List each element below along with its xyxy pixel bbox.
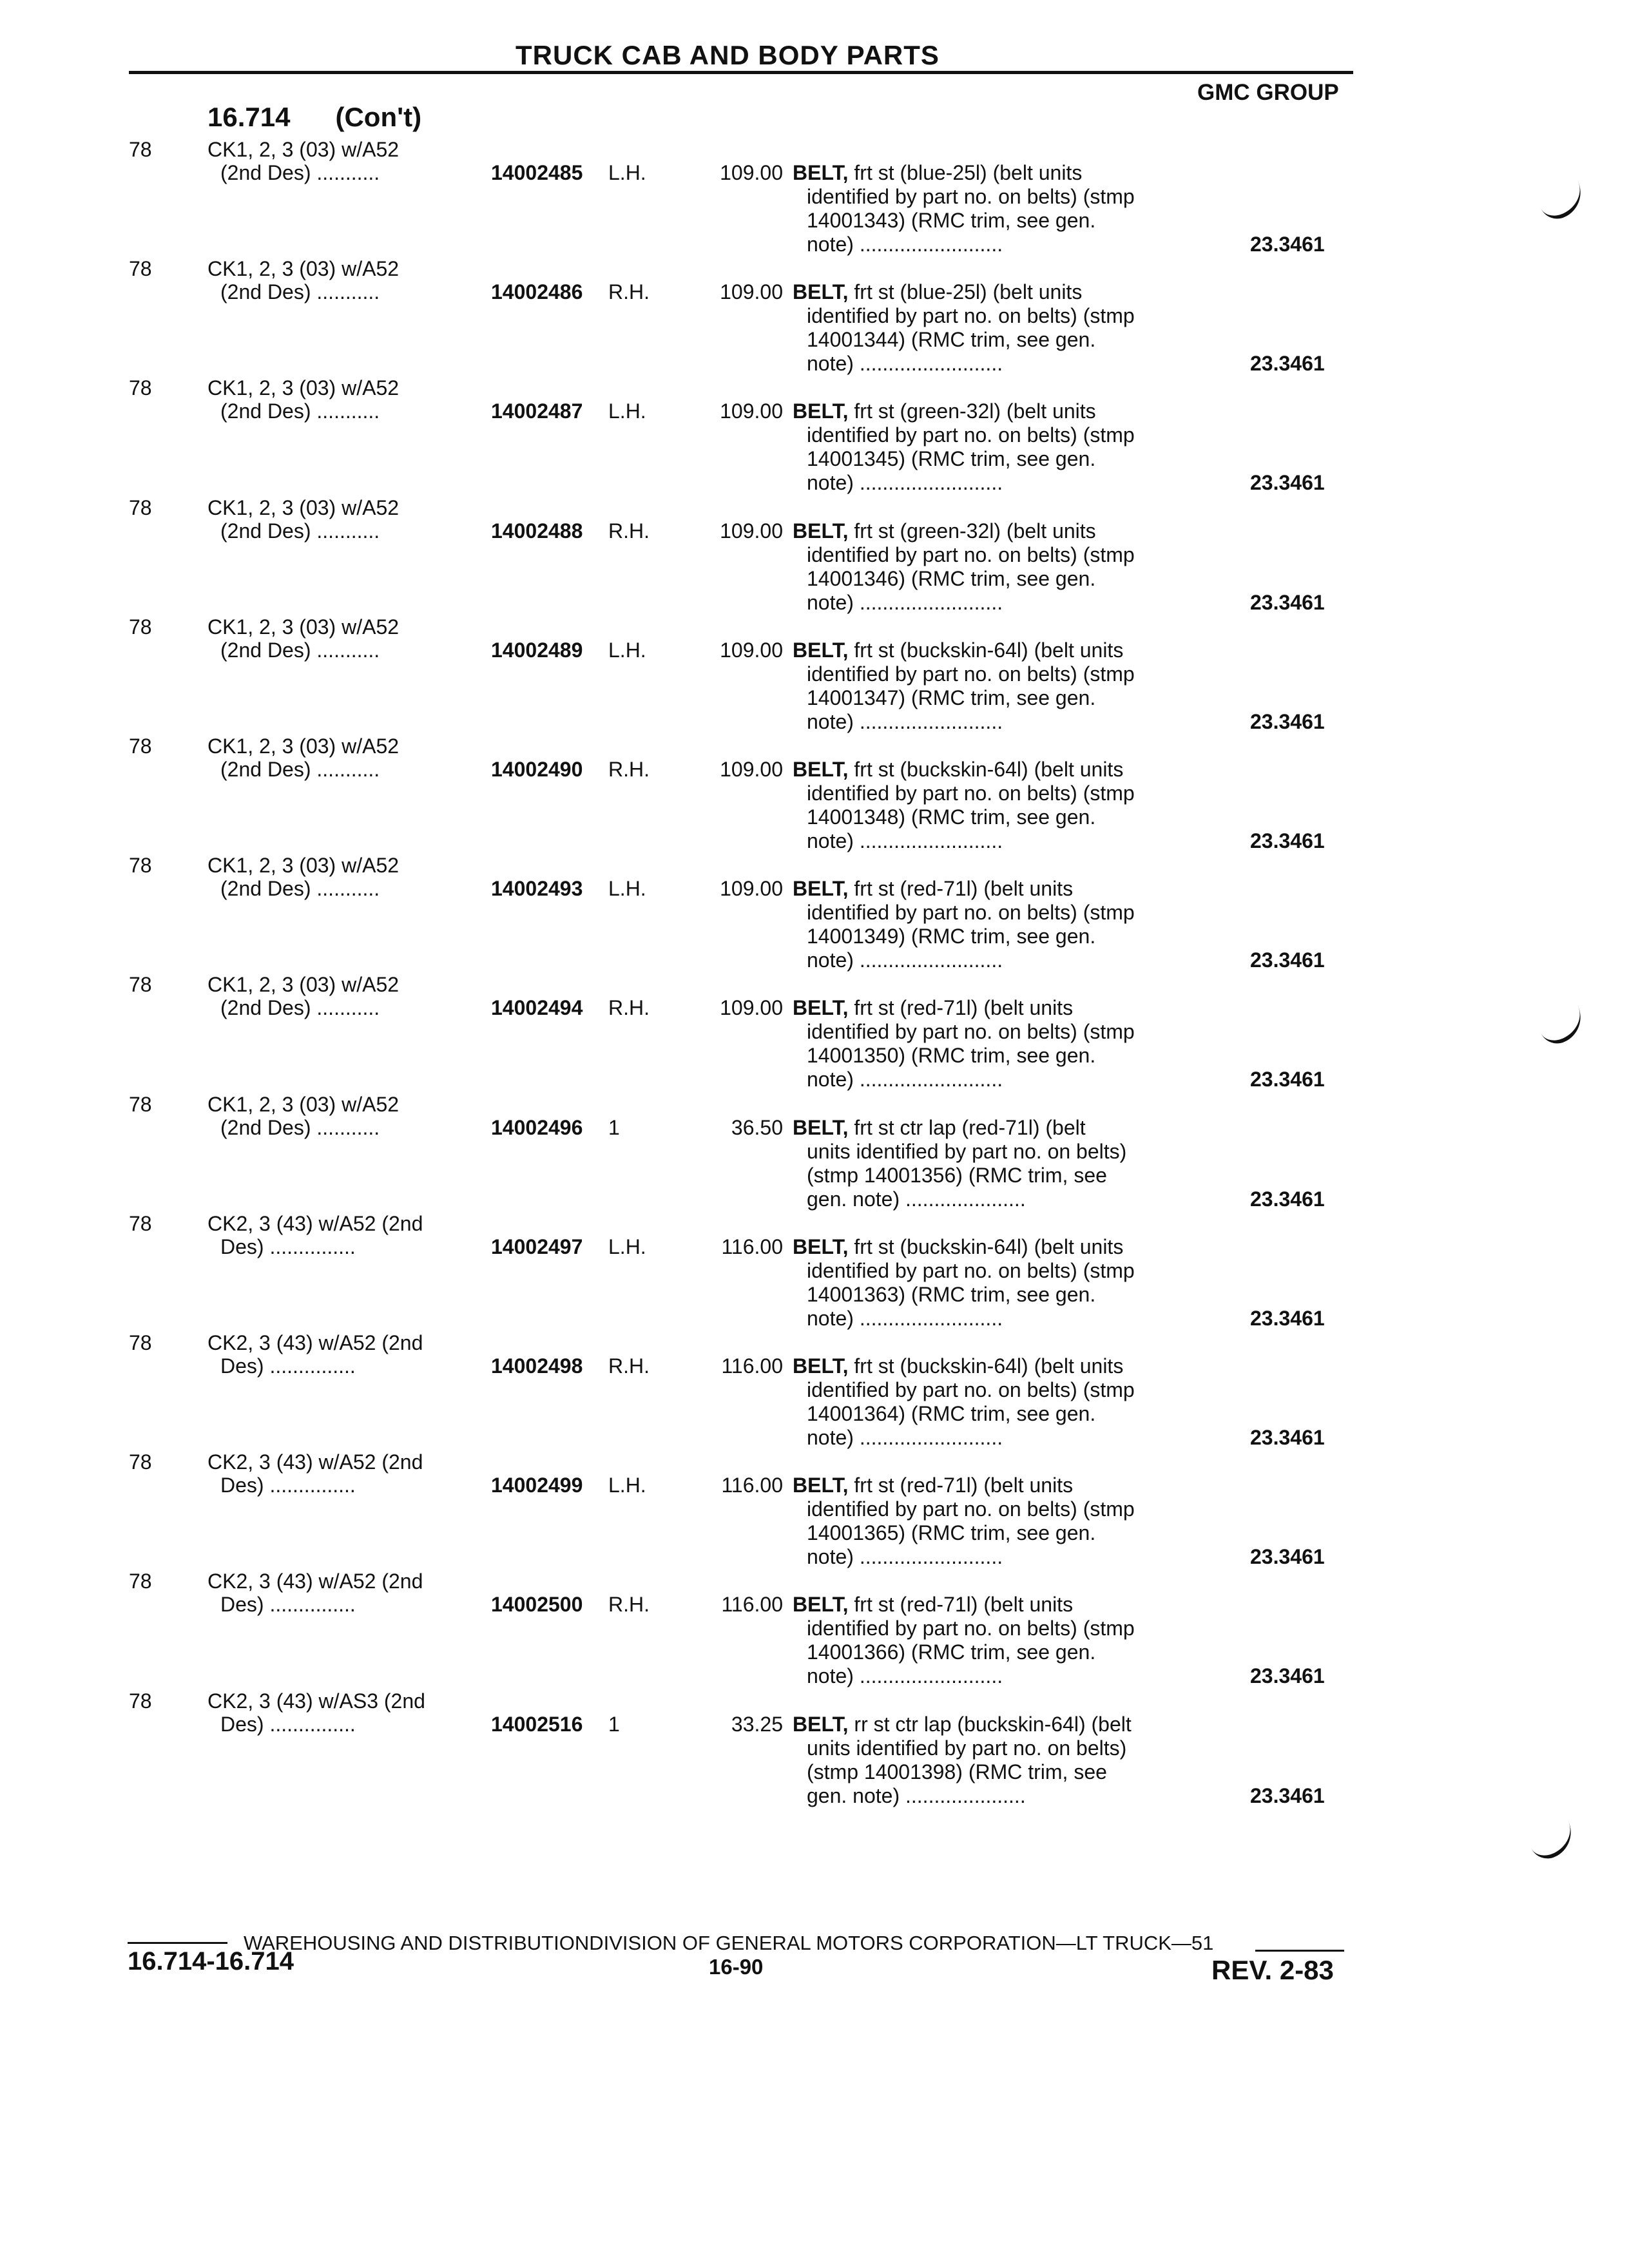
- description-line: [793, 399, 1244, 423]
- description-line: 14001345) (RMC trim, see gen.: [807, 447, 1096, 470]
- model-applicability-cont: (2nd Des) ...........: [220, 996, 380, 1019]
- model-applicability: CK1, 2, 3 (03) w/A52: [207, 735, 400, 758]
- model-applicability-cont: (2nd Des) ...........: [220, 161, 380, 184]
- quantity-side: R.H.: [608, 1354, 650, 1378]
- description-line: 14001346) (RMC trim, see gen.: [807, 567, 1096, 590]
- group-number: 23.3461: [1250, 471, 1325, 494]
- binder-hole-mark: [1527, 1818, 1580, 1864]
- description-keyword: [793, 877, 1073, 900]
- description-keyword: BELT,: [793, 1593, 849, 1616]
- description-line: 14001350) (RMC trim, see gen.: [807, 1044, 1096, 1067]
- page-title: TRUCK CAB AND BODY PARTS: [516, 40, 940, 70]
- description-line: [793, 280, 1244, 304]
- description-keyword: [793, 161, 1082, 184]
- model-year: 78: [129, 1331, 152, 1354]
- description-keyword: [793, 996, 1073, 1019]
- description-keyword: [793, 639, 1123, 662]
- description-text: frt st (buckskin-64l) (belt units: [848, 1235, 1124, 1258]
- list-price: 109.00: [720, 161, 783, 184]
- description-line: identified by part no. on belts) (stmp: [807, 901, 1135, 924]
- list-price: 116.00: [721, 1354, 783, 1378]
- description: [793, 1593, 1244, 1688]
- list-price: 109.00: [720, 758, 783, 781]
- model-year: 78: [129, 735, 152, 758]
- quantity-side: L.H.: [608, 399, 646, 423]
- description-line: [793, 1354, 1244, 1378]
- model-applicability-cont: (2nd Des) ...........: [220, 519, 380, 543]
- model-applicability-cont: (2nd Des) ...........: [220, 1116, 380, 1139]
- description-line: [793, 1235, 1244, 1259]
- part-number: 14002496: [491, 1116, 583, 1139]
- model-applicability: CK1, 2, 3 (03) w/A52: [207, 257, 400, 280]
- parts-entry: [0, 1450, 1629, 1570]
- description-line: [793, 758, 1244, 782]
- description-line: note) .........................: [807, 1068, 1003, 1091]
- footer-rule-left: [128, 1942, 227, 1944]
- part-number: 14002490: [491, 758, 583, 781]
- footer-section-range: 16.714-16.714: [128, 1947, 294, 1975]
- model-year: 78: [129, 1093, 152, 1116]
- part-number: 14002488: [491, 519, 583, 543]
- model-applicability: CK1, 2, 3 (03) w/A52: [207, 615, 400, 639]
- description-line: 14001348) (RMC trim, see gen.: [807, 805, 1096, 829]
- description-keyword: BELT,: [793, 1474, 849, 1497]
- model-applicability-cont: (2nd Des) ...........: [220, 877, 380, 900]
- description-line: note) .........................: [807, 471, 1003, 494]
- description-line: note) .........................: [807, 948, 1003, 972]
- model-applicability: CK1, 2, 3 (03) w/A52: [207, 496, 400, 519]
- description-text: rr st ctr lap (buckskin-64l) (belt: [848, 1713, 1132, 1736]
- description-line: note) .........................: [807, 591, 1003, 614]
- description: [793, 1116, 1244, 1211]
- group-number: 23.3461: [1250, 1426, 1325, 1449]
- model-applicability: CK2, 3 (43) w/A52 (2nd: [207, 1212, 423, 1235]
- list-price: 116.00: [721, 1474, 783, 1497]
- model-year: 78: [129, 496, 152, 519]
- description-keyword: BELT,: [793, 399, 849, 423]
- description: [793, 996, 1244, 1091]
- description-line: identified by part no. on belts) (stmp: [807, 423, 1135, 447]
- list-price: 109.00: [720, 996, 783, 1019]
- list-price: 109.00: [720, 877, 783, 900]
- parts-entry: [0, 973, 1629, 1092]
- description-text: frt st (red-71l) (belt units: [848, 877, 1074, 900]
- description: [793, 758, 1244, 853]
- description-text: frt st (red-71l) (belt units: [848, 1593, 1074, 1616]
- model-year: 78: [129, 1450, 152, 1474]
- description-text: frt st (red-71l) (belt units: [848, 1474, 1074, 1497]
- description-keyword: BELT,: [793, 877, 849, 900]
- description-line: identified by part no. on belts) (stmp: [807, 1259, 1135, 1282]
- header-rule: [129, 71, 1353, 74]
- model-applicability: CK2, 3 (43) w/A52 (2nd: [207, 1570, 423, 1593]
- description-line: [793, 519, 1244, 543]
- parts-entry: [0, 1570, 1629, 1689]
- description-line: units identified by part no. on belts): [807, 1140, 1127, 1163]
- model-year: 78: [129, 1212, 152, 1235]
- section-heading: [207, 102, 467, 133]
- description-line: [793, 1593, 1244, 1617]
- description-text: frt st (buckskin-64l) (belt units: [848, 639, 1124, 662]
- description-text: frt st (blue-25l) (belt units: [848, 161, 1083, 184]
- description-line: note) .........................: [807, 233, 1003, 256]
- quantity-side: L.H.: [608, 161, 646, 184]
- description-text: frt st (green-32l) (belt units: [848, 519, 1096, 543]
- quantity-side: R.H.: [608, 758, 650, 781]
- group-number: 23.3461: [1250, 591, 1325, 614]
- group-number: 23.3461: [1250, 948, 1325, 972]
- description-line: identified by part no. on belts) (stmp: [807, 185, 1135, 208]
- part-number: 14002499: [491, 1474, 583, 1497]
- model-applicability-cont: Des) ...............: [220, 1474, 356, 1497]
- parts-entry: [0, 1212, 1629, 1331]
- model-applicability: CK1, 2, 3 (03) w/A52: [207, 1093, 400, 1116]
- group-number: 23.3461: [1250, 1545, 1325, 1568]
- description-line: [793, 1713, 1244, 1736]
- section-continued: (Con't): [335, 102, 422, 132]
- description-line: gen. note) .....................: [807, 1187, 1026, 1211]
- model-year: 78: [129, 138, 152, 161]
- parts-entry: [0, 735, 1629, 854]
- description-keyword: [793, 758, 1123, 781]
- description: [793, 280, 1244, 376]
- model-year: 78: [129, 1570, 152, 1593]
- description-line: note) .........................: [807, 1545, 1003, 1568]
- description-line: 14001344) (RMC trim, see gen.: [807, 328, 1096, 351]
- model-applicability-cont: Des) ...............: [220, 1713, 356, 1736]
- list-price: 116.00: [721, 1235, 783, 1258]
- description-line: 14001349) (RMC trim, see gen.: [807, 925, 1096, 948]
- description-keyword: BELT,: [793, 996, 849, 1019]
- quantity-side: R.H.: [608, 519, 650, 543]
- quantity-side: L.H.: [608, 1474, 646, 1497]
- section-number: 16.714: [207, 102, 291, 132]
- description-text: frt st (buckskin-64l) (belt units: [848, 758, 1124, 781]
- description-keyword: [793, 280, 1082, 303]
- model-applicability-cont: Des) ...............: [220, 1593, 356, 1616]
- model-applicability: CK2, 3 (43) w/A52 (2nd: [207, 1331, 423, 1354]
- model-applicability: CK1, 2, 3 (03) w/A52: [207, 376, 400, 399]
- description-line: [793, 1116, 1244, 1140]
- model-applicability-cont: Des) ...............: [220, 1354, 356, 1378]
- parts-entry: [0, 1689, 1629, 1809]
- parts-entry: [0, 138, 1629, 257]
- description-line: gen. note) .....................: [807, 1784, 1026, 1807]
- description-keyword: BELT,: [793, 1713, 849, 1736]
- description-line: (stmp 14001356) (RMC trim, see: [807, 1164, 1107, 1187]
- list-price: 109.00: [720, 280, 783, 303]
- model-applicability-cont: (2nd Des) ...........: [220, 639, 380, 662]
- description-line: [793, 877, 1244, 901]
- quantity-side: R.H.: [608, 280, 650, 303]
- description-text: frt st (blue-25l) (belt units: [848, 280, 1083, 303]
- description-line: 14001347) (RMC trim, see gen.: [807, 686, 1096, 709]
- description-line: [793, 1474, 1244, 1497]
- description-line: 14001366) (RMC trim, see gen.: [807, 1640, 1096, 1664]
- footer-page-number: 16-90: [709, 1955, 764, 1979]
- description: [793, 519, 1244, 615]
- group-number: 23.3461: [1250, 352, 1325, 375]
- group-number: 23.3461: [1250, 1784, 1325, 1807]
- group-number: 23.3461: [1250, 1187, 1325, 1211]
- description-keyword: BELT,: [793, 280, 849, 303]
- model-year: 78: [129, 376, 152, 399]
- part-number: 14002498: [491, 1354, 583, 1378]
- description-keyword: BELT,: [793, 758, 849, 781]
- quantity-side: R.H.: [608, 996, 650, 1019]
- description-line: identified by part no. on belts) (stmp: [807, 543, 1135, 566]
- group-number: 23.3461: [1250, 710, 1325, 733]
- description-keyword: [793, 1474, 1073, 1497]
- description-keyword: [793, 399, 1096, 423]
- parts-entry: [0, 1093, 1629, 1212]
- quantity-side: L.H.: [608, 877, 646, 900]
- description-keyword: BELT,: [793, 1235, 849, 1258]
- parts-entry: [0, 376, 1629, 495]
- group-number: 23.3461: [1250, 829, 1325, 852]
- group-label: GMC GROUP: [1197, 80, 1339, 105]
- parts-entry: [0, 615, 1629, 735]
- list-price: 33.25: [731, 1713, 783, 1736]
- footer-rule-right: [1255, 1950, 1344, 1952]
- model-applicability-cont: (2nd Des) ...........: [220, 399, 380, 423]
- quantity-side: 1: [608, 1713, 620, 1736]
- part-number: 14002487: [491, 399, 583, 423]
- group-number: 23.3461: [1250, 233, 1325, 256]
- description-keyword: BELT,: [793, 1116, 849, 1139]
- model-year: 78: [129, 854, 152, 877]
- description: [793, 1474, 1244, 1569]
- quantity-side: L.H.: [608, 639, 646, 662]
- description-text: frt st ctr lap (red-71l) (belt: [848, 1116, 1086, 1139]
- description: [793, 161, 1244, 256]
- quantity-side: 1: [608, 1116, 620, 1139]
- description-line: [793, 996, 1244, 1020]
- description-keyword: BELT,: [793, 639, 849, 662]
- part-number: 14002493: [491, 877, 583, 900]
- description-line: identified by part no. on belts) (stmp: [807, 1497, 1135, 1521]
- model-applicability: CK1, 2, 3 (03) w/A52: [207, 138, 400, 161]
- description-line: note) .........................: [807, 710, 1003, 733]
- model-applicability: CK1, 2, 3 (03) w/A52: [207, 973, 400, 996]
- model-year: 78: [129, 257, 152, 280]
- description-line: 14001363) (RMC trim, see gen.: [807, 1283, 1096, 1306]
- model-applicability-cont: (2nd Des) ...........: [220, 758, 380, 781]
- description-keyword: [793, 1235, 1123, 1258]
- description-keyword: [793, 1713, 1132, 1736]
- model-year: 78: [129, 615, 152, 639]
- group-number: 23.3461: [1250, 1307, 1325, 1330]
- description-line: 14001364) (RMC trim, see gen.: [807, 1402, 1096, 1425]
- description-line: 14001365) (RMC trim, see gen.: [807, 1521, 1096, 1544]
- description-line: note) .........................: [807, 1664, 1003, 1687]
- description-keyword: BELT,: [793, 161, 849, 184]
- parts-entry: [0, 1331, 1629, 1450]
- description: [793, 1235, 1244, 1331]
- model-year: 78: [129, 973, 152, 996]
- description-line: identified by part no. on belts) (stmp: [807, 1020, 1135, 1043]
- description: [793, 639, 1244, 734]
- description: [793, 1354, 1244, 1450]
- part-number: 14002497: [491, 1235, 583, 1258]
- description-line: identified by part no. on belts) (stmp: [807, 1378, 1135, 1401]
- description-line: note) .........................: [807, 1426, 1003, 1449]
- description-keyword: [793, 1116, 1086, 1139]
- quantity-side: L.H.: [608, 1235, 646, 1258]
- description-line: identified by part no. on belts) (stmp: [807, 782, 1135, 805]
- footer-division-text: WAREHOUSING AND DISTRIBUTIONDIVISION OF GENERAL MOTORS CORPORATION—LT TRUCK—51: [244, 1932, 1214, 1954]
- description-line: (stmp 14001398) (RMC trim, see: [807, 1760, 1107, 1783]
- description-text: frt st (red-71l) (belt units: [848, 996, 1074, 1019]
- footer-revision: REV. 2-83: [1211, 1955, 1334, 1985]
- model-applicability: CK1, 2, 3 (03) w/A52: [207, 854, 400, 877]
- part-number: 14002486: [491, 280, 583, 303]
- description-line: identified by part no. on belts) (stmp: [807, 662, 1135, 686]
- description-line: [793, 161, 1244, 185]
- description-keyword: BELT,: [793, 519, 849, 543]
- list-price: 109.00: [720, 519, 783, 543]
- model-applicability: CK2, 3 (43) w/A52 (2nd: [207, 1450, 423, 1474]
- description-line: note) .........................: [807, 352, 1003, 375]
- description-line: identified by part no. on belts) (stmp: [807, 304, 1135, 327]
- part-number: 14002494: [491, 996, 583, 1019]
- description-keyword: [793, 519, 1096, 543]
- parts-entry: [0, 854, 1629, 973]
- description-line: [793, 639, 1244, 662]
- part-number: 14002500: [491, 1593, 583, 1616]
- description-keyword: BELT,: [793, 1354, 849, 1378]
- model-applicability-cont: Des) ...............: [220, 1235, 356, 1258]
- part-number: 14002489: [491, 639, 583, 662]
- description-text: frt st (buckskin-64l) (belt units: [848, 1354, 1124, 1378]
- group-number: 23.3461: [1250, 1664, 1325, 1687]
- list-price: 36.50: [731, 1116, 783, 1139]
- description-line: identified by part no. on belts) (stmp: [807, 1617, 1135, 1640]
- part-number: 14002485: [491, 161, 583, 184]
- description-keyword: [793, 1593, 1073, 1616]
- list-price: 109.00: [720, 639, 783, 662]
- description-line: units identified by part no. on belts): [807, 1736, 1127, 1760]
- description-line: note) .........................: [807, 829, 1003, 852]
- description-text: frt st (green-32l) (belt units: [848, 399, 1096, 423]
- description-line: 14001343) (RMC trim, see gen.: [807, 209, 1096, 232]
- list-price: 116.00: [721, 1593, 783, 1616]
- model-applicability: CK2, 3 (43) w/AS3 (2nd: [207, 1689, 425, 1713]
- model-year: 78: [129, 1689, 152, 1713]
- description: [793, 877, 1244, 972]
- quantity-side: R.H.: [608, 1593, 650, 1616]
- model-applicability-cont: (2nd Des) ...........: [220, 280, 380, 303]
- description-keyword: [793, 1354, 1123, 1378]
- parts-entry: [0, 496, 1629, 615]
- description: [793, 1713, 1244, 1808]
- part-number: 14002516: [491, 1713, 583, 1736]
- group-number: 23.3461: [1250, 1068, 1325, 1091]
- description-line: note) .........................: [807, 1307, 1003, 1330]
- list-price: 109.00: [720, 399, 783, 423]
- parts-entry: [0, 257, 1629, 376]
- description: [793, 399, 1244, 495]
